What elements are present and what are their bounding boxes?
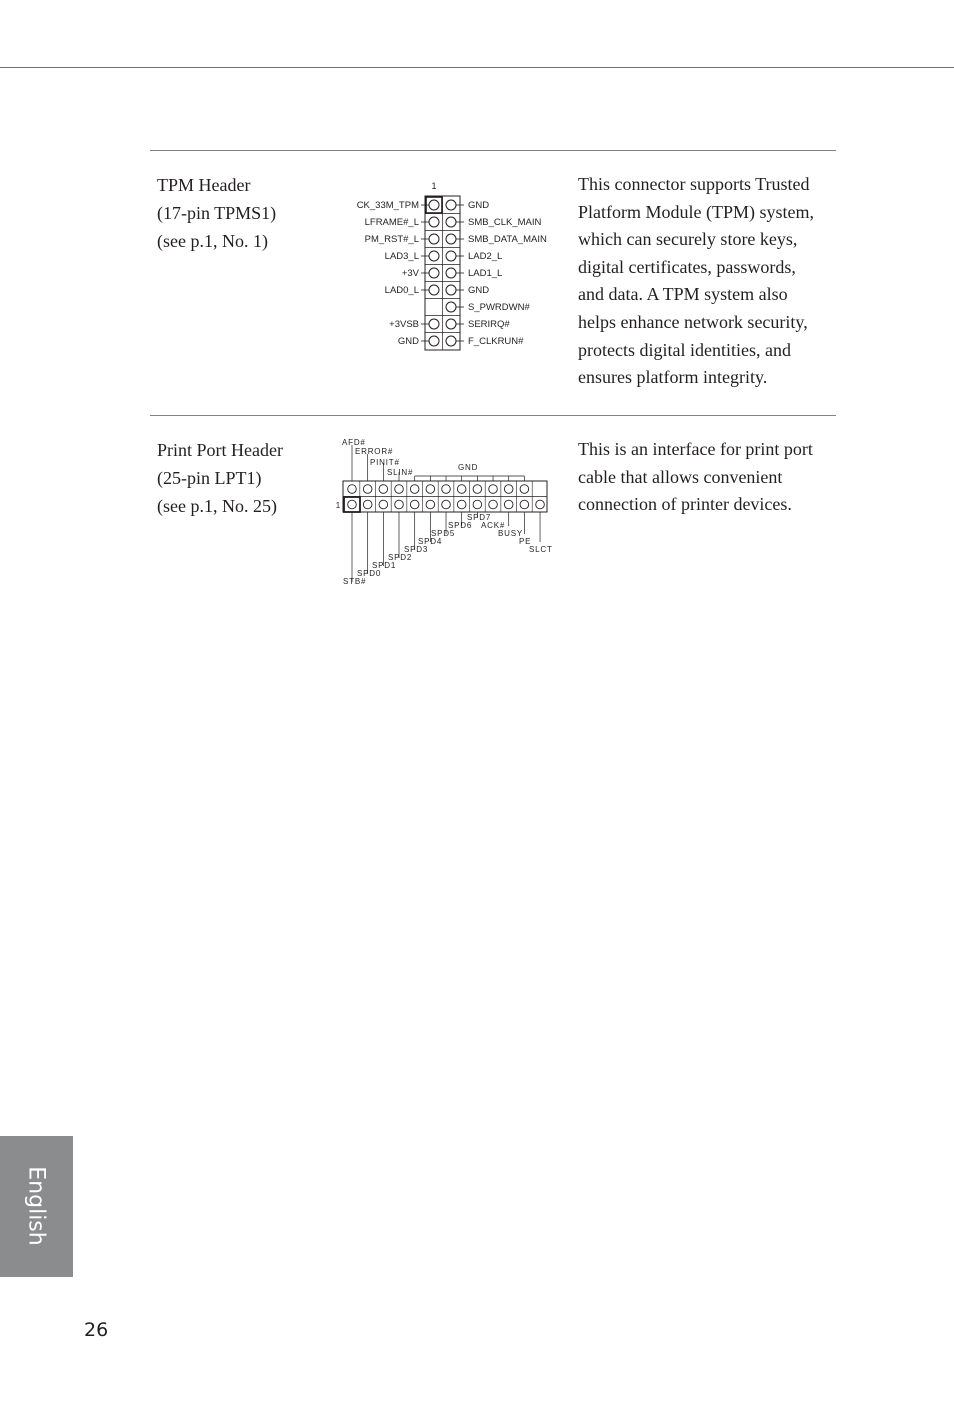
pin: [457, 500, 466, 509]
pin-label: LAD3_L: [384, 251, 419, 262]
pin: [446, 200, 456, 210]
description-line: helps enhance network security,: [578, 311, 808, 332]
title-line: Print Port Header: [157, 440, 283, 460]
pin: [504, 485, 513, 494]
print-port-header-diagram: [330, 432, 560, 592]
pin: [429, 217, 439, 227]
pin: [363, 485, 372, 494]
pin: [489, 485, 498, 494]
pin: [429, 251, 439, 261]
pin1-square: [344, 497, 360, 512]
pin: [473, 500, 482, 509]
pin-label: SERIRQ#: [468, 319, 510, 330]
pin: [446, 285, 456, 295]
description-line: which can securely store keys,: [578, 229, 798, 250]
description-line: and data. A TPM system also: [578, 284, 788, 305]
pin-label: SPD1: [372, 561, 397, 570]
pin-label: GND: [468, 285, 490, 296]
pin-label: +3VSB: [389, 319, 419, 330]
description-line: ensures platform integrity.: [578, 367, 768, 388]
pin-label: SPD5: [431, 529, 456, 538]
pin-label: PINIT#: [370, 458, 400, 467]
pin-label: SPD6: [448, 521, 473, 530]
description-line: This is an interface for print port: [578, 439, 813, 459]
language-label: English: [23, 1166, 49, 1246]
pin-label: CK_33M_TPM: [356, 200, 419, 211]
pin: [442, 485, 451, 494]
pin: [446, 251, 456, 261]
tpm-header-title: [157, 171, 276, 255]
pin: [348, 500, 357, 509]
pin-label: SPD2: [388, 553, 413, 562]
print-port-header-title: [157, 436, 283, 520]
pin-label: SMB_DATA_MAIN: [468, 234, 547, 245]
pin-label: SLCT: [529, 545, 553, 554]
description-line: connection of printer devices.: [578, 494, 792, 515]
pin-label: SPD3: [404, 545, 429, 554]
pin: [504, 500, 513, 509]
pin-label: ERROR#: [355, 447, 394, 456]
pin: [446, 217, 456, 227]
pin1-marker: 1: [431, 181, 437, 191]
pin: [426, 500, 435, 509]
pin: [348, 485, 357, 494]
tpm-header-diagram: [330, 176, 570, 356]
description-line: protects digital identities, and: [578, 339, 791, 360]
title-line: (25-pin LPT1): [157, 468, 262, 488]
pin-label: S_PWRDWN#: [468, 302, 530, 313]
pin-label: AFD#: [342, 438, 366, 447]
pin: [426, 485, 435, 494]
pin: [429, 336, 439, 346]
print-port-description: [578, 436, 834, 519]
description-line: This connector supports Trusted: [578, 174, 810, 194]
pin-label: +3V: [401, 268, 419, 279]
title-line: (17-pin TPMS1): [157, 203, 277, 223]
title-line: (see p.1, No. 1): [157, 231, 268, 251]
pin: [446, 302, 456, 312]
pin: [379, 500, 388, 509]
pin-label: SLIN#: [387, 468, 414, 477]
pin-label: SPD4: [418, 537, 443, 546]
title-line: TPM Header: [157, 175, 251, 195]
pin: [395, 485, 404, 494]
pin-label: LAD0_L: [384, 285, 419, 296]
pin-label: SMB_CLK_MAIN: [468, 217, 542, 228]
pin: [410, 500, 419, 509]
pin: [429, 268, 439, 278]
pin-label: GND: [458, 463, 479, 472]
pin-label: LFRAME#_L: [364, 217, 419, 228]
language-tab: [0, 1136, 73, 1277]
pin-label: PM_RST#_L: [364, 234, 419, 245]
pin: [489, 500, 498, 509]
header-rule: [0, 67, 954, 68]
pin: [457, 485, 466, 494]
pin-label: LAD1_L: [468, 268, 503, 279]
pin: [446, 234, 456, 244]
pin: [410, 485, 419, 494]
description-line: digital certificates, passwords,: [578, 256, 796, 277]
pin: [520, 500, 529, 509]
pin: [429, 285, 439, 295]
description-line: cable that allows convenient: [578, 466, 783, 487]
pin-label: F_CLKRUN#: [468, 336, 524, 347]
pin: [536, 500, 545, 509]
page-number: 26: [84, 1319, 109, 1341]
pin: [446, 336, 456, 346]
pin: [520, 485, 529, 494]
pin-label: GND: [397, 336, 419, 347]
pin-label: BUSY: [498, 529, 523, 538]
description-line: Platform Module (TPM) system,: [578, 201, 814, 222]
title-line: (see p.1, No. 25): [157, 496, 277, 516]
tpm-description: [578, 171, 834, 392]
pin-label: STB#: [343, 577, 367, 586]
section-divider: [150, 415, 836, 416]
pin1-marker: 1: [335, 501, 341, 510]
pin: [442, 500, 451, 509]
pin: [429, 200, 439, 210]
pin: [446, 268, 456, 278]
pin-label: GND: [468, 200, 490, 211]
pin: [429, 319, 439, 329]
pin-label: PE: [519, 537, 532, 546]
pin-label: ACK#: [481, 521, 506, 530]
pin: [379, 485, 388, 494]
pin: [473, 485, 482, 494]
section-divider: [150, 150, 836, 151]
pin: [429, 234, 439, 244]
pin: [395, 500, 404, 509]
pin-label: SPD0: [357, 569, 382, 578]
pin: [363, 500, 372, 509]
pin-label: LAD2_L: [468, 251, 503, 262]
pin: [446, 319, 456, 329]
pin-label: SPD7: [467, 513, 492, 522]
